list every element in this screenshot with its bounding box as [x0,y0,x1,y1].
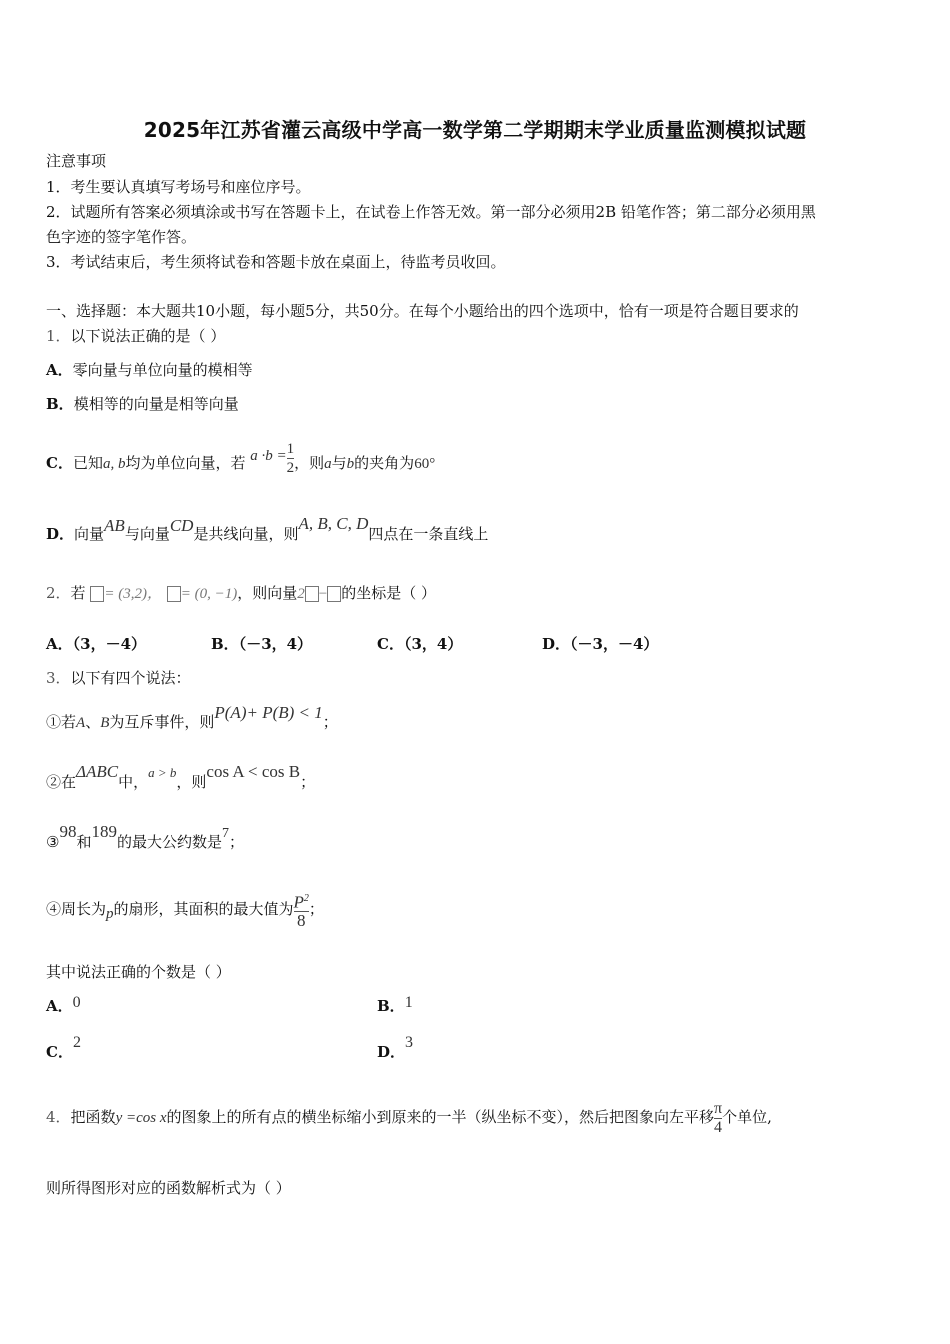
statement-text: ； [228,833,244,851]
fraction-denominator: 8 [296,911,306,931]
q3-option-d [377,1034,414,1063]
q1-option-a [46,360,253,380]
notice-item: 1．考生要认真填写考场号和座位序号。 [46,178,311,196]
option-letter: A． [46,635,73,653]
fraction [287,440,295,477]
option-letter: C． [377,635,404,653]
math-expression: a ·b = [250,448,287,464]
option-text: 是共线向量，则 [193,525,299,543]
statement-text: 、 [85,713,101,731]
fraction-denominator: 4 [714,1118,723,1136]
option-letter: B． [46,395,74,413]
question-text: 的图象上的所有点的横坐标缩小到原来的一半（纵坐标不变），然后把图象向左平移 [166,1108,715,1126]
math-expression: b [346,456,355,472]
q3-option-c [46,1034,81,1063]
question-4-stem [46,1095,772,1140]
math-expression: A, B, C, D [298,514,369,533]
fraction-numerator: π [714,1099,723,1117]
option-text: 均为单位向量，若 [125,454,246,472]
option-letter: D． [542,635,571,653]
option-value: 2 [72,1034,81,1051]
q3-statement-2 [46,762,316,793]
math-variable: P [293,892,304,912]
option-text: （3，4） [403,635,463,653]
vector-placeholder-icon [327,586,341,602]
math-expression: AB [104,516,125,535]
question-number: 3． [46,669,71,687]
question-number: 4． [46,1108,71,1126]
question-text: 以下有四个说法： [70,669,191,687]
statement-text: ②在 [46,773,77,791]
option-value: 0 [72,994,81,1011]
statement-text: 和 [76,833,92,851]
option-value: 3 [405,1034,414,1051]
math-expression: a > b [148,765,177,780]
fraction [294,890,309,931]
option-text: 与向量 [124,525,170,543]
statement-text: ，则 [176,773,207,791]
option-text: 零向量与单位向量的模相等 [72,361,253,379]
question-number: 1． [46,327,71,345]
statement-text: ； [300,773,316,791]
vector-placeholder-icon [90,586,104,602]
math-expression: 60° [414,456,436,472]
q1-option-d [46,514,489,544]
exponent: 2 [303,892,309,904]
vector-placeholder-icon [305,586,319,602]
fraction-numerator [294,890,309,912]
q3-option-a [46,996,81,1017]
question-text: 的坐标是（ ） [341,584,436,602]
option-letter: D． [46,525,75,543]
fraction [714,1100,722,1137]
math-expression: − [318,586,328,602]
q2-option-d [542,634,658,654]
option-letter: B． [211,635,239,653]
q3-statement-1 [46,703,338,733]
section-heading: 一、选择题：本大题共10小题，每小题5分，共50分。在每个小题给出的四个选项中，恰有一项是符合题目要求的 [46,302,799,320]
question-4-stem-continued: 则所得图形对应的函数解析式为（ ） [46,1179,291,1197]
math-expression: B [100,715,110,731]
statement-text: 中， [118,773,149,791]
fraction-denominator: 2 [286,459,295,476]
notice-item: 2．试题所有答案必须填涂或书写在答题卡上，在试卷上作答无效。第一部分必须用2B 铅笔作答；第二部分必须用黑 [46,203,816,221]
option-letter: B． [377,997,405,1015]
option-letter: A． [46,997,73,1015]
q3-statement-3 [46,822,244,854]
q3-ask: 其中说法正确的个数是（ ） [46,963,231,981]
exam-title: 2025年江苏省灌云高级中学高一数学第二学期期末学业质量监测模拟试题 [143,118,807,142]
math-expression: A [76,715,86,731]
statement-text: ④周长为 [46,900,107,918]
question-text: 以下说法正确的是（ ） [70,327,226,345]
question-text: 把函数 [70,1108,116,1126]
q2-option-a [46,634,146,654]
option-text: 四点在一条直线上 [368,525,489,543]
math-expression: p [106,906,114,922]
option-text: ，则 [294,454,325,472]
math-expression: y =cos x [115,1110,167,1126]
option-text: 向量 [74,525,105,543]
option-letter: C． [46,1043,73,1061]
option-letter: D． [377,1043,406,1061]
option-text: 已知 [72,454,103,472]
notice-heading: 注意事项 [46,152,107,170]
math-expression: cos A < cos B [206,762,301,781]
math-expression: = (3,2)， [104,586,162,602]
math-expression: ΔABC [76,762,119,781]
question-2-stem [46,583,436,604]
math-expression: a [324,456,332,472]
math-expression: 2 [297,586,305,602]
math-expression: 189 [91,822,117,841]
option-letter: C． [46,454,73,472]
statement-text: ； [308,900,324,918]
notice-item: 色字迹的签字笔作答。 [46,228,197,246]
question-number: 2． [46,584,71,602]
option-letter: A． [46,361,73,379]
option-text: （－3，－4） [570,635,659,653]
q3-option-b [377,996,413,1017]
statement-text: ； [322,713,338,731]
question-text: 若 [70,584,86,602]
question-1-stem [46,326,225,346]
fraction-numerator: 1 [286,440,295,457]
statement-text: 的扇形，其面积的最大值为 [113,900,294,918]
math-expression: a, b [102,456,126,472]
q1-option-c [46,440,436,484]
math-expression: P(A)+ P(B) < 1 [214,703,323,722]
q3-statement-4 [46,887,324,932]
notice-item: 3．考试结束后，考生须将试卷和答题卡放在桌面上，待监考员收回。 [46,253,506,271]
statement-text: 的最大公约数是 [116,833,222,851]
question-text: ，则向量 [237,584,298,602]
statement-text: 为互斥事件，则 [109,713,215,731]
option-text: （3，－4） [72,635,147,653]
math-expression: 7 [221,826,229,841]
option-text: 模相等的向量是相等向量 [73,395,239,413]
option-text: （－3，4） [238,635,313,653]
q2-option-c [377,634,462,654]
option-text: 的夹角为 [354,454,415,472]
math-expression: CD [169,516,194,535]
q2-option-b [211,634,312,654]
math-expression: = (0, −1) [180,586,238,602]
option-text: 与 [331,454,347,472]
math-expression: 98 [59,822,77,841]
question-3-stem [46,668,191,688]
statement-text: ①若 [46,713,77,731]
statement-text: ③ [46,833,60,851]
question-text: 个单位, [722,1108,772,1126]
vector-placeholder-icon [167,586,181,602]
option-value: 1 [404,994,413,1011]
q1-option-b [46,394,239,414]
